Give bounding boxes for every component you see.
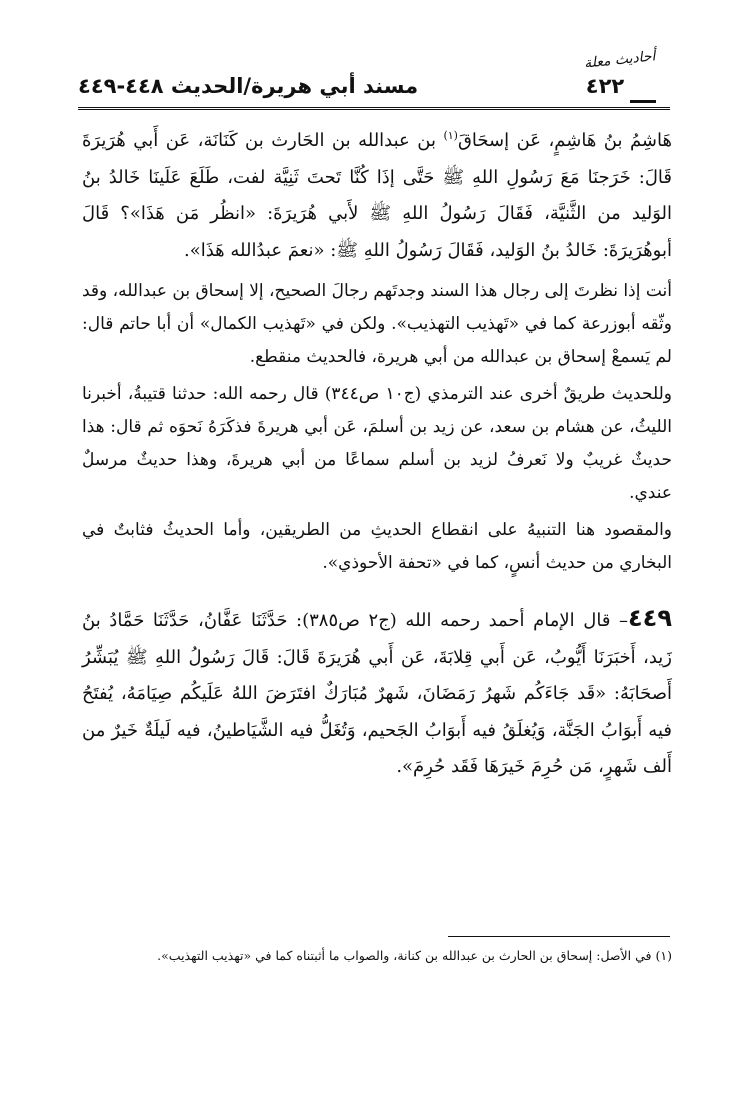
- header-rule: [78, 107, 670, 112]
- hadith-448-opening: هَاشِمُ بنُ هَاشِمٍ، عَن إسحَاقَ: [457, 130, 672, 151]
- handwritten-note: أحاديث معلة: [583, 48, 657, 72]
- hadith-448-continuation: بن عبدالله بن الحَارث بن كَنَانَة، عَن أَبي هُرَيرَةَ قَالَ: خَرَجنَا مَعَ رَسُولِ اللهِ ﷺ حَتَّى إذَا كُنَّا تَحتَ ثَنِيَّة لفت، طَلَعَ عَلَينَا خَالدُ بنُ الوَليد من الثَّنيَّة، فَقَالَ رَسُولُ اللهِ ﷺ لأَبي هُرَيرَةَ: «انظُر مَن هَذَا»؟ قَالَ أبوهُرَيرَةَ: خَالدُ بنُ الوَليد، فَقَالَ رَسُولُ اللهِ ﷺ: «نعمَ عبدُالله هَذَا».: [82, 130, 672, 261]
- hadith-449-text: [82, 600, 672, 786]
- footnote-marker: (١): [655, 948, 672, 963]
- commentary-paragraph: والمقصود هنا التنبيهُ على انقطاع الحديثِ من الطريقين، وأما الحديثُ فثابتٌ في البخاري من حديث أنسٍ، كما في «تحفة الأحوذي».: [82, 520, 672, 573]
- hadith-449-body: قال الإمام أحمد رحمه الله (ج٢ ص٣٨٥): حَدَّثَنَا عَفَّانُ، حَدَّثَنَا حَمَّادُ بنُ زَيد، أَخبَرَنَا أَيُّوبُ، عَن أَبي قِلابَةَ، عَن أَبي هُرَيرَةَ قَالَ: قَالَ رَسُولُ اللهِ ﷺ يُبَشِّرُ أَصحَابَهُ: «قَد جَاءَكُم شَهرُ رَمَضَانَ، شَهرٌ مُبَارَكٌ افتَرَضَ اللهُ عَلَيكُم صِيَامَهُ، يُفتَحُ فيه أَبوَابُ الجَنَّة، وَيُغلَقُ فيه أَبوَابُ الجَحيم، وَتُغَلُّ فيه الشَّيَاطينُ، فيه لَيلَةٌ خَيرٌ من أَلف شَهرٍ، مَن حُرِمَ خَيرَهَا فَقَد حُرِمَ».: [82, 610, 672, 777]
- page-number-underline: [630, 100, 656, 103]
- running-title: [78, 74, 670, 98]
- page-body: [82, 118, 672, 786]
- footnote: [82, 946, 672, 966]
- page-number: ٤٢٢: [585, 74, 625, 98]
- hadith-448-text: [82, 118, 672, 269]
- running-title-text: مسند أبي هريرة/الحديث ٤٤٨-٤٤٩: [78, 74, 419, 98]
- commentary-paragraph: وللحديث طريقٌ أخرى عند الترمذي (ج١٠ ص٣٤٤) قال رحمه الله: حدثنا قتيبةُ، أخبرنا الليثُ، عن هشام بن سعد، عن زيد بن أسلمَ، عَن أبي هريرةَ فذكَرَهُ نَحوَه ثم قال: هذا حديثٌ غريبٌ ولا نَعرفُ لزيد بن أسلم سماعًا من أبي هريرةَ، وهذا حديثٌ مرسلٌ عندي.: [82, 384, 672, 503]
- footnote-text: في الأصل: إسحاق بن الحارث بن عبدالله بن كنانة، والصواب ما أثبتناه كما في «تهذيب التهذيب».: [157, 948, 652, 963]
- page-header: [78, 48, 670, 110]
- footnote-separator: [448, 936, 670, 937]
- hadith-number: ٤٤٩: [628, 604, 672, 632]
- commentary-paragraph: أنت إذا نظرتَ إلى رجال هذا السند وجدتَهم رجالَ الصحيح، إلا إسحاق بن عبدالله، وقد وثّقه أبوزرعة كما في «تَهذيب التهذيب». ولكن في «تَهذيب الكمال» أن أبا حاتم قال: لم يَسمعْ إسحاق بن عبدالله من أبي هريرة، فالحديث منقطع.: [82, 281, 672, 367]
- footnote-reference[interactable]: (١): [443, 129, 458, 142]
- hadith-number-dash: –: [610, 610, 629, 631]
